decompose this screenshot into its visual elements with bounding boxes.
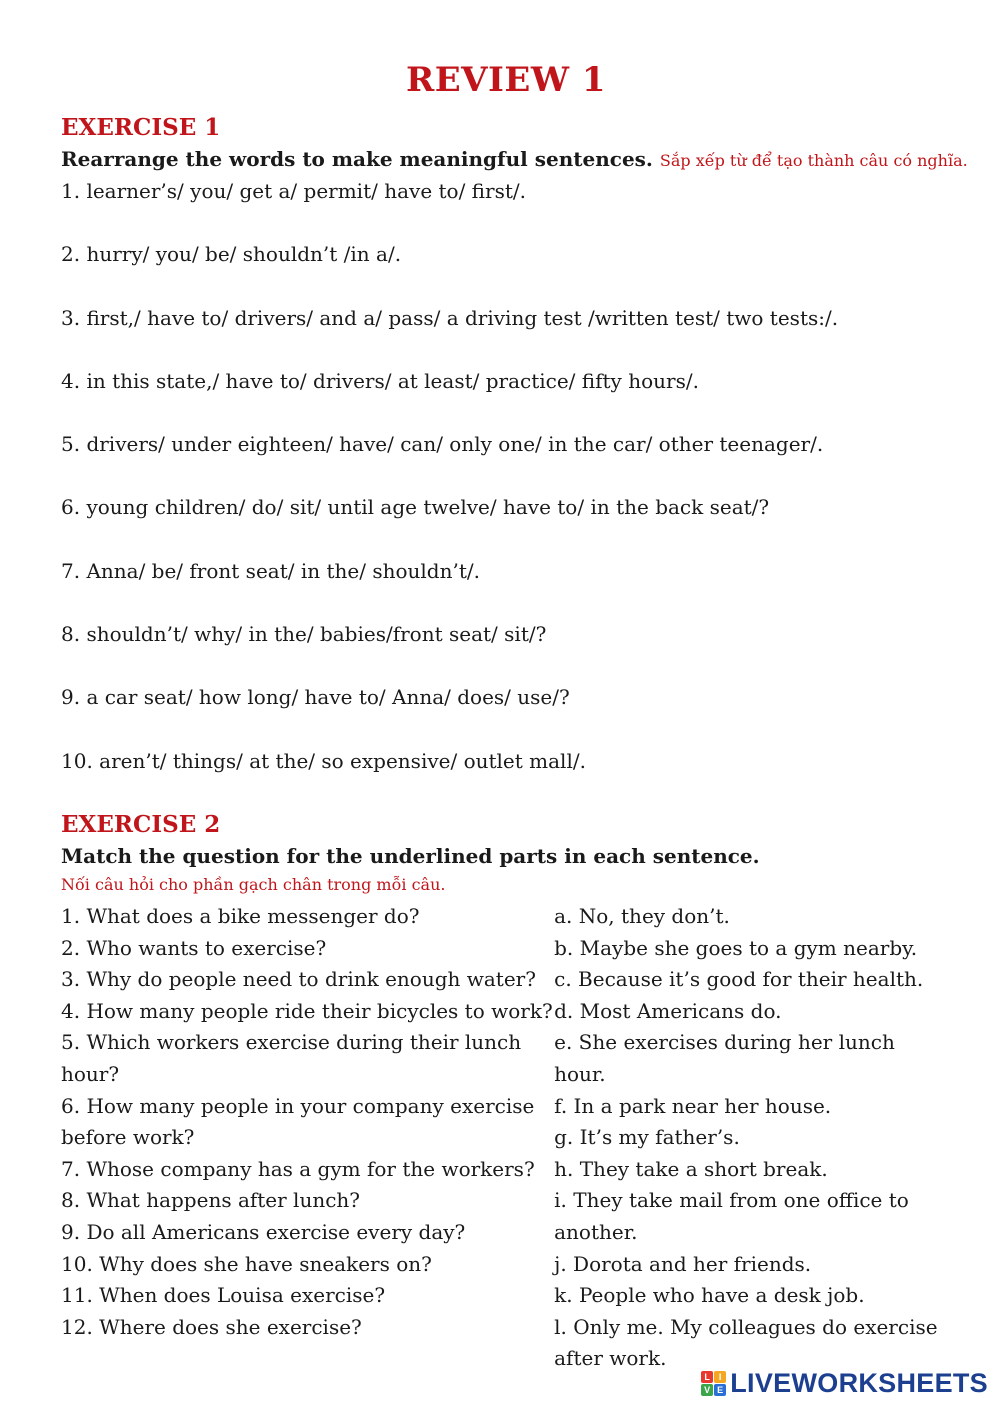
worksheet-page (61, 60, 968, 1375)
question-line: 2. Who wants to exercise? (61, 935, 327, 960)
question-line: 7. Whose company has a gym for the workers? (61, 1156, 535, 1181)
answer-line: l. Only me. My colleagues do exercise (554, 1314, 938, 1339)
logo-letter-i: I (714, 1371, 726, 1383)
exercise-1-item: 9. a car seat/ how long/ have to/ Anna/ does/ use/? (61, 685, 570, 710)
exercise-2 (61, 809, 951, 1375)
answer-line: a. No, they don’t. (554, 903, 730, 928)
exercise-1-instruction-vi: Sắp xếp từ để tạo thành câu có nghĩa. (659, 151, 968, 170)
question-line: 10. Why does she have sneakers on? (61, 1251, 432, 1276)
logo-letter-e: E (714, 1384, 726, 1396)
exercise-2-instruction-vi: Nối câu hỏi cho phần gạch chân trong mỗi câu. (61, 874, 446, 894)
answer-line: f. In a park near her house. (554, 1093, 832, 1118)
exercise-2-heading: EXERCISE 2 (61, 810, 221, 838)
liveworksheets-logo[interactable] (701, 1368, 988, 1399)
answer-line: another. (554, 1219, 638, 1244)
answer-line: after work. (554, 1346, 667, 1371)
liveworksheets-logo-icon (701, 1371, 726, 1396)
exercise-1-heading: EXERCISE 1 (61, 114, 221, 141)
logo-letter-l: L (701, 1371, 713, 1383)
question-line: 1. What does a bike messenger do? (61, 903, 420, 928)
question-line: 6. How many people in your company exercise (61, 1093, 535, 1118)
exercise-1-item: 3. first,/ have to/ drivers/ and a/ pass/ a driving test /written test/ two tests:/. (61, 305, 839, 330)
answer-line: c. Because it’s good for their health. (554, 967, 924, 992)
page-title: REVIEW 1 (405, 60, 607, 100)
exercise-1 (61, 112, 968, 809)
question-line: 5. Which workers exercise during their lunch (61, 1030, 522, 1055)
question-line: 12. Where does she exercise? (61, 1314, 362, 1339)
exercise-1-list (61, 176, 951, 809)
liveworksheets-logo-text: LIVEWORKSHEETS (730, 1368, 988, 1398)
exercise-1-item: 2. hurry/ you/ be/ shouldn’t /in a/. (61, 242, 402, 267)
answer-line: k. People who have a desk job. (554, 1283, 865, 1308)
exercise-2-columns (61, 901, 951, 1375)
exercise-1-item: 8. shouldn’t/ why/ in the/ babies/front seat/ sit/? (61, 622, 547, 647)
logo-letter-v: V (701, 1384, 713, 1396)
questions-column (61, 901, 554, 1375)
question-line: hour? (61, 1061, 120, 1086)
exercise-1-instruction-en: Rearrange the words to make meaningful sentences. (61, 147, 653, 171)
exercise-1-item: 4. in this state,/ have to/ drivers/ at least/ practice/ fifty hours/. (61, 368, 699, 393)
question-line: 8. What happens after lunch? (61, 1188, 361, 1213)
question-line: 4. How many people ride their bicycles to work? (61, 998, 553, 1023)
answer-line: h. They take a short break. (554, 1156, 828, 1181)
question-line: before work? (61, 1125, 195, 1150)
exercise-1-instruction (61, 144, 968, 176)
question-line: 11. When does Louisa exercise? (61, 1283, 386, 1308)
exercise-1-item: 5. drivers/ under eighteen/ have/ can/ only one/ in the car/ other teenager/. (61, 432, 824, 457)
answer-line: b. Maybe she goes to a gym nearby. (554, 935, 918, 960)
exercise-1-item: 1. learner’s/ you/ get a/ permit/ have to/ first/. (61, 179, 526, 203)
exercise-1-item: 6. young children/ do/ sit/ until age twelve/ have to/ in the back seat/? (61, 495, 770, 520)
answer-line: j. Dorota and her friends. (554, 1251, 812, 1276)
answer-line: d. Most Americans do. (554, 998, 782, 1023)
exercise-1-item: 10. aren’t/ things/ at the/ so expensive/ outlet mall/. (61, 748, 586, 773)
answers-column (554, 901, 951, 1375)
exercise-1-item: 7. Anna/ be/ front seat/ in the/ shouldn’t/. (61, 558, 480, 583)
answer-line: g. It’s my father’s. (554, 1125, 740, 1150)
question-line: 3. Why do people need to drink enough water? (61, 967, 536, 992)
exercise-2-instruction: Match the question for the underlined parts in each sentence. (61, 843, 760, 868)
answer-line: i. They take mail from one office to (554, 1188, 909, 1213)
answer-line: e. She exercises during her lunch hour. (554, 1030, 895, 1086)
question-line: 9. Do all Americans exercise every day? (61, 1219, 466, 1244)
